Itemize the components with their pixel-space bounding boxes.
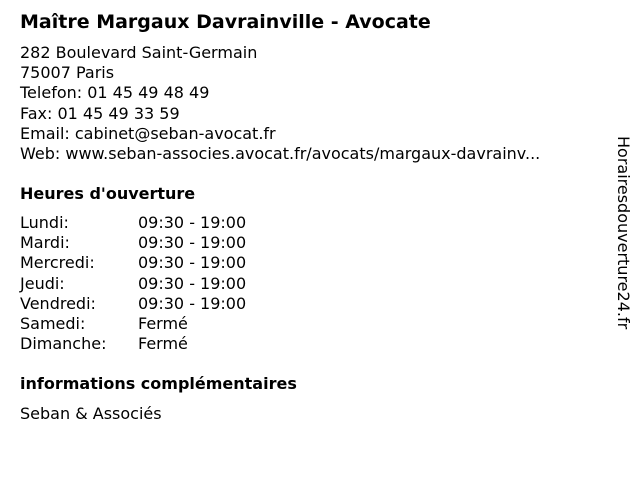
day-hours: Fermé: [138, 334, 188, 354]
opening-hours-table: [20, 213, 246, 354]
day-hours: 09:30 - 19:00: [138, 233, 247, 253]
day-hours: Fermé: [138, 314, 188, 334]
additional-info-heading: informations complémentaires: [20, 374, 297, 393]
hours-row-tuesday: [20, 233, 246, 253]
day-label: Samedi:: [20, 314, 86, 334]
additional-info-text: Seban & Associés: [20, 404, 162, 423]
hours-row-sunday: [20, 334, 246, 354]
day-hours: 09:30 - 19:00: [138, 253, 247, 273]
hours-row-wednesday: [20, 253, 246, 273]
phone-number[interactable]: Telefon: 01 45 49 48 49: [20, 83, 210, 103]
opening-hours-heading: Heures d'ouverture: [20, 184, 196, 203]
day-label: Jeudi:: [20, 273, 65, 293]
website-link[interactable]: Web: www.seban-associes.avocat.fr/avocats/margaux-davrainv...: [20, 144, 541, 164]
address-city: 75007 Paris: [20, 63, 115, 83]
day-label: Vendredi:: [20, 293, 96, 313]
day-hours: 09:30 - 19:00: [138, 273, 247, 293]
hours-row-thursday: [20, 274, 246, 294]
hours-row-monday: [20, 213, 246, 233]
page-title: Maître Margaux Davrainville - Avocate: [20, 11, 431, 33]
day-label: Dimanche:: [20, 334, 107, 354]
contact-block: [20, 43, 540, 164]
site-brand-vertical[interactable]: Horairesdouverture24.fr: [614, 136, 633, 330]
fax-number: Fax: 01 45 49 33 59: [20, 103, 180, 123]
hours-row-saturday: [20, 314, 246, 334]
day-hours: 09:30 - 19:00: [138, 293, 247, 313]
day-label: Lundi:: [20, 213, 69, 232]
day-label: Mardi:: [20, 233, 70, 253]
day-label: Mercredi:: [20, 253, 95, 273]
email-address[interactable]: Email: cabinet@seban-avocat.fr: [20, 123, 276, 143]
hours-row-friday: [20, 294, 246, 314]
day-hours: 09:30 - 19:00: [138, 213, 247, 232]
address-street: 282 Boulevard Saint-Germain: [20, 43, 258, 62]
